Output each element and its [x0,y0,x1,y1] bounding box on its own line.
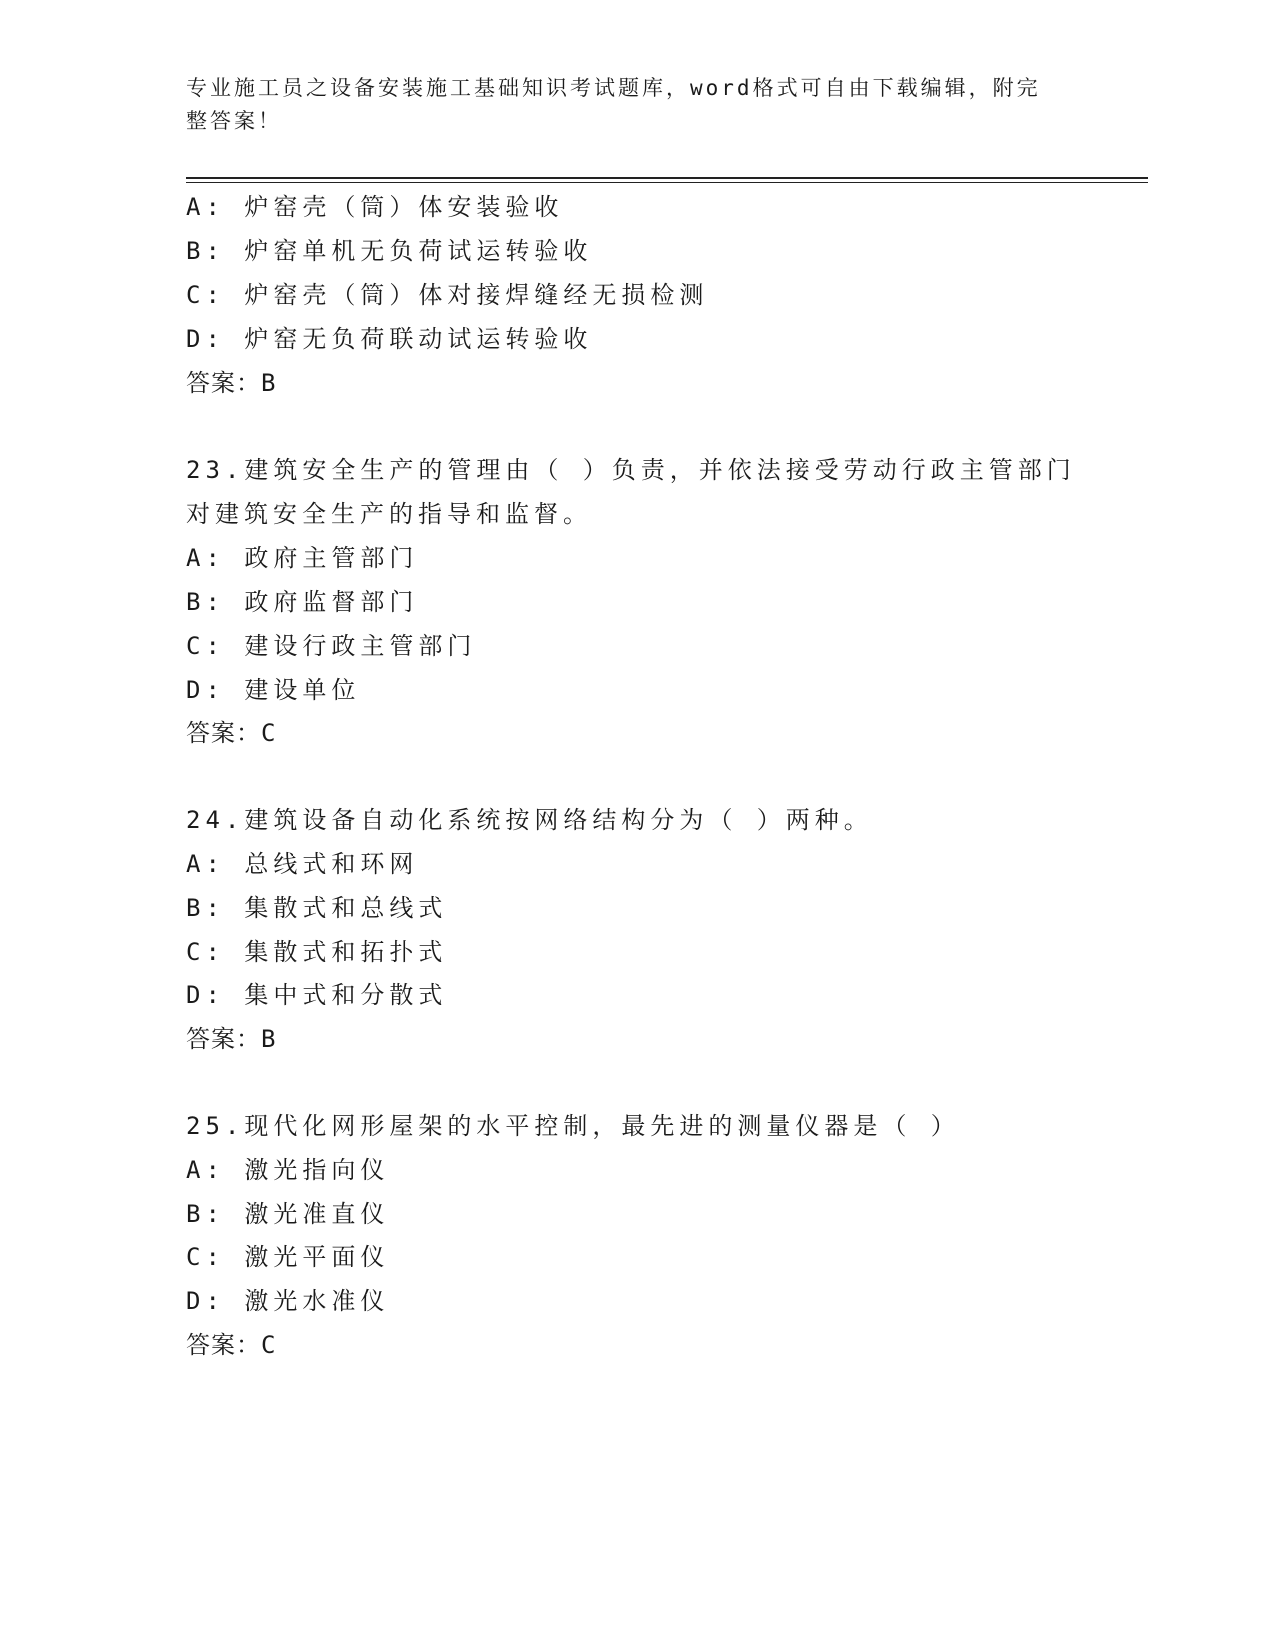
q23-answer: 答案：C [186,719,277,747]
q23-option-a: A: 政府主管部门 [186,544,419,572]
q23-stem-line-2: 对建筑安全生产的指导和监督。 [186,500,592,528]
q24-answer: 答案：B [186,1025,277,1053]
q22-option-a: A: 炉窑壳（筒）体安装验收 [186,193,564,221]
header-divider-thin [186,182,1148,183]
q24-option-c: C: 集散式和拓扑式 [186,938,448,966]
q25-stem: 25.现代化网形屋架的水平控制，最先进的测量仪器是（ ） [186,1112,960,1140]
q22-option-c: C: 炉窑壳（筒）体对接焊缝经无损检测 [186,281,709,309]
q24-stem: 24.建筑设备自动化系统按网络结构分为（ ）两种。 [186,806,873,834]
q23-option-d: D: 建设单位 [186,676,361,704]
q24-option-b: B: 集散式和总线式 [186,894,448,922]
q23-stem-line-1: 23.建筑安全生产的管理由（ ）负责，并依法接受劳动行政主管部门 [186,456,1076,484]
q24-option-d: D: 集中式和分散式 [186,981,448,1009]
header-divider-thick [186,177,1148,179]
q25-answer: 答案：C [186,1331,277,1359]
header-line-2: 整答案！ [186,109,282,133]
q25-option-d: D: 激光水准仪 [186,1287,390,1315]
document-header [186,72,1086,138]
q22-answer: 答案：B [186,369,277,397]
q23-option-b: B: 政府监督部门 [186,588,419,616]
header-line-1: 专业施工员之设备安装施工基础知识考试题库，word格式可自由下载编辑，附完 [186,76,1041,100]
q25-option-c: C: 激光平面仪 [186,1243,390,1271]
q23-option-c: C: 建设行政主管部门 [186,632,477,660]
q22-option-b: B: 炉窑单机无负荷试运转验收 [186,237,593,265]
q24-option-a: A: 总线式和环网 [186,850,419,878]
q25-option-b: B: 激光准直仪 [186,1200,390,1228]
q25-option-a: A: 激光指向仪 [186,1156,390,1184]
q22-option-d: D: 炉窑无负荷联动试运转验收 [186,325,593,353]
